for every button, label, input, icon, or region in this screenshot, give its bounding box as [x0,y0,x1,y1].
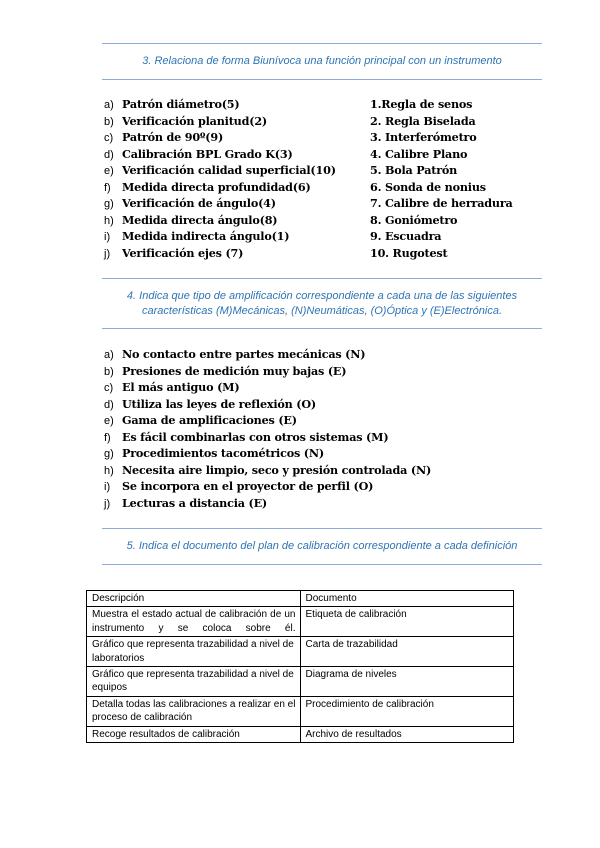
divider-top-s4 [102,278,542,279]
instrument-item: 5. Bola Patrón [370,163,458,178]
divider-top-s3 [102,43,542,44]
description-cell: Gráfico que representa trazabilidad a nivel de laboratorios [87,637,301,667]
item-text: Verificación ejes (7) [122,245,244,260]
item-letter: d) [104,148,114,161]
item-letter: e) [104,415,114,428]
instrument-item: 4. Calibre Plano [370,146,468,161]
list-item [104,462,431,479]
item-text: Utiliza las leyes de reflexión (O) [122,396,317,411]
list-item [104,179,336,196]
instrument-item: 8. Goniómetro [370,212,458,227]
item-letter: h) [104,214,114,227]
section-3-instrument-list [370,96,513,261]
instrument-item: 9. Escuadra [370,229,442,244]
list-item [104,195,336,212]
section-4-heading [102,289,542,319]
divider-top-s5 [102,528,542,529]
item-letter: i) [104,231,111,244]
list-item [104,363,431,380]
item-text: El más antiguo (M) [122,380,240,395]
description-cell: Gráfico que representa trazabilidad a nivel de equipos [87,667,301,697]
item-text: Medida directa ángulo(8) [122,212,278,227]
item-letter: i) [104,481,111,494]
divider-bottom-s3 [102,79,542,80]
item-text: Gama de amplificaciones (E) [122,413,297,428]
instrument-item: 10. Rugotest [370,245,448,260]
description-cell: Detalla todas las calibraciones a realizar en el proceso de calibración [87,696,301,726]
item-text: Presiones de medición muy bajas (E) [122,363,347,378]
list-item [104,245,336,262]
list-item [104,228,336,245]
table-row [87,696,514,726]
item-text: Verificación planitud(2) [122,113,267,128]
item-letter: g) [104,198,114,211]
document-cell: Etiqueta de calibración [300,607,514,637]
section-4-heading-line-1: 4. Indica que tipo de amplificación correspondiente a cada una de las siguientes [126,290,518,302]
table-row [87,607,514,637]
item-text: Necesita aire limpio, seco y presión controlada (N) [122,462,432,477]
instrument-item: 1.Regla de senos [370,97,473,111]
item-letter: a) [104,349,114,361]
instrument-item: 6. Sonda de nonius [370,179,486,194]
section-3-function-list [104,96,336,261]
item-letter: a) [104,99,114,111]
instrument-item: 7. Calibre de herradura [370,196,513,211]
list-item [104,379,431,396]
table-row [87,726,514,742]
item-text: Medida indirecta ángulo(1) [122,229,290,244]
list-item [104,478,431,495]
document-cell: Procedimiento de calibración [300,696,514,726]
item-letter: f) [104,181,111,194]
list-item [104,495,431,512]
item-text: Verificación de ángulo(4) [122,196,276,211]
item-letter: b) [104,115,114,128]
item-text: Calibración BPL Grado K(3) [122,146,293,161]
document-cell: Carta de trazabilidad [300,637,514,667]
list-item [104,346,431,363]
section-5-heading: 5. Indica el documento del plan de calibración correspondiente a cada definición [126,540,518,552]
item-text: Medida directa profundidad(6) [122,179,311,194]
list-item [104,412,431,429]
instrument-item: 2. Regla Biselada [370,113,476,128]
item-text: No contacto entre partes mecánicas (N) [122,347,366,361]
divider-bottom-s4 [102,328,542,329]
item-text: Patrón de 90º(9) [122,130,224,145]
item-text: Verificación calidad superficial(10) [122,163,336,178]
section-4-item-list [104,346,431,511]
table-header-cell: Descripción [87,591,301,607]
item-letter: d) [104,398,114,411]
table-row [87,637,514,667]
item-letter: b) [104,365,114,378]
instrument-item: 3. Interferómetro [370,130,477,145]
list-item [104,96,336,113]
item-text: Se incorpora en el proyector de perfil (O) [122,479,374,494]
list-item [104,429,431,446]
list-item [104,212,336,229]
document-cell: Diagrama de niveles [300,667,514,697]
item-letter: j) [104,247,111,260]
document-cell: Archivo de resultados [300,726,514,742]
list-item [104,113,336,130]
section-3-heading: 3. Relaciona de forma Biunívoca una función principal con un instrumento [142,55,502,67]
description-cell: Recoge resultados de calibración [87,726,301,742]
table-header-cell: Documento [300,591,514,607]
item-text: Patrón diámetro(5) [122,97,240,111]
description-cell: Muestra el estado actual de calibración de un instrumento y se coloca sobre él. [87,607,301,637]
item-letter: h) [104,464,114,477]
divider-bottom-s5 [102,564,542,565]
item-letter: c) [104,132,114,145]
list-item [104,396,431,413]
list-item [104,146,336,163]
list-item [104,129,336,146]
section-4-heading-line-2: características (M)Mecánicas, (N)Neumáticas, (O)Óptica y (E)Electrónica. [141,305,503,317]
item-letter: c) [104,382,114,395]
table-row [87,667,514,697]
calibration-documents-table [86,590,514,743]
item-text: Lecturas a distancia (E) [122,495,268,510]
item-text: Procedimientos tacométricos (N) [122,446,324,461]
item-letter: g) [104,448,114,461]
item-letter: f) [104,431,111,444]
item-letter: e) [104,165,114,178]
item-text: Es fácil combinarlas con otros sistemas (M) [122,429,389,444]
item-letter: j) [104,497,111,510]
list-item [104,445,431,462]
list-item [104,162,336,179]
table-header-row [87,591,514,607]
